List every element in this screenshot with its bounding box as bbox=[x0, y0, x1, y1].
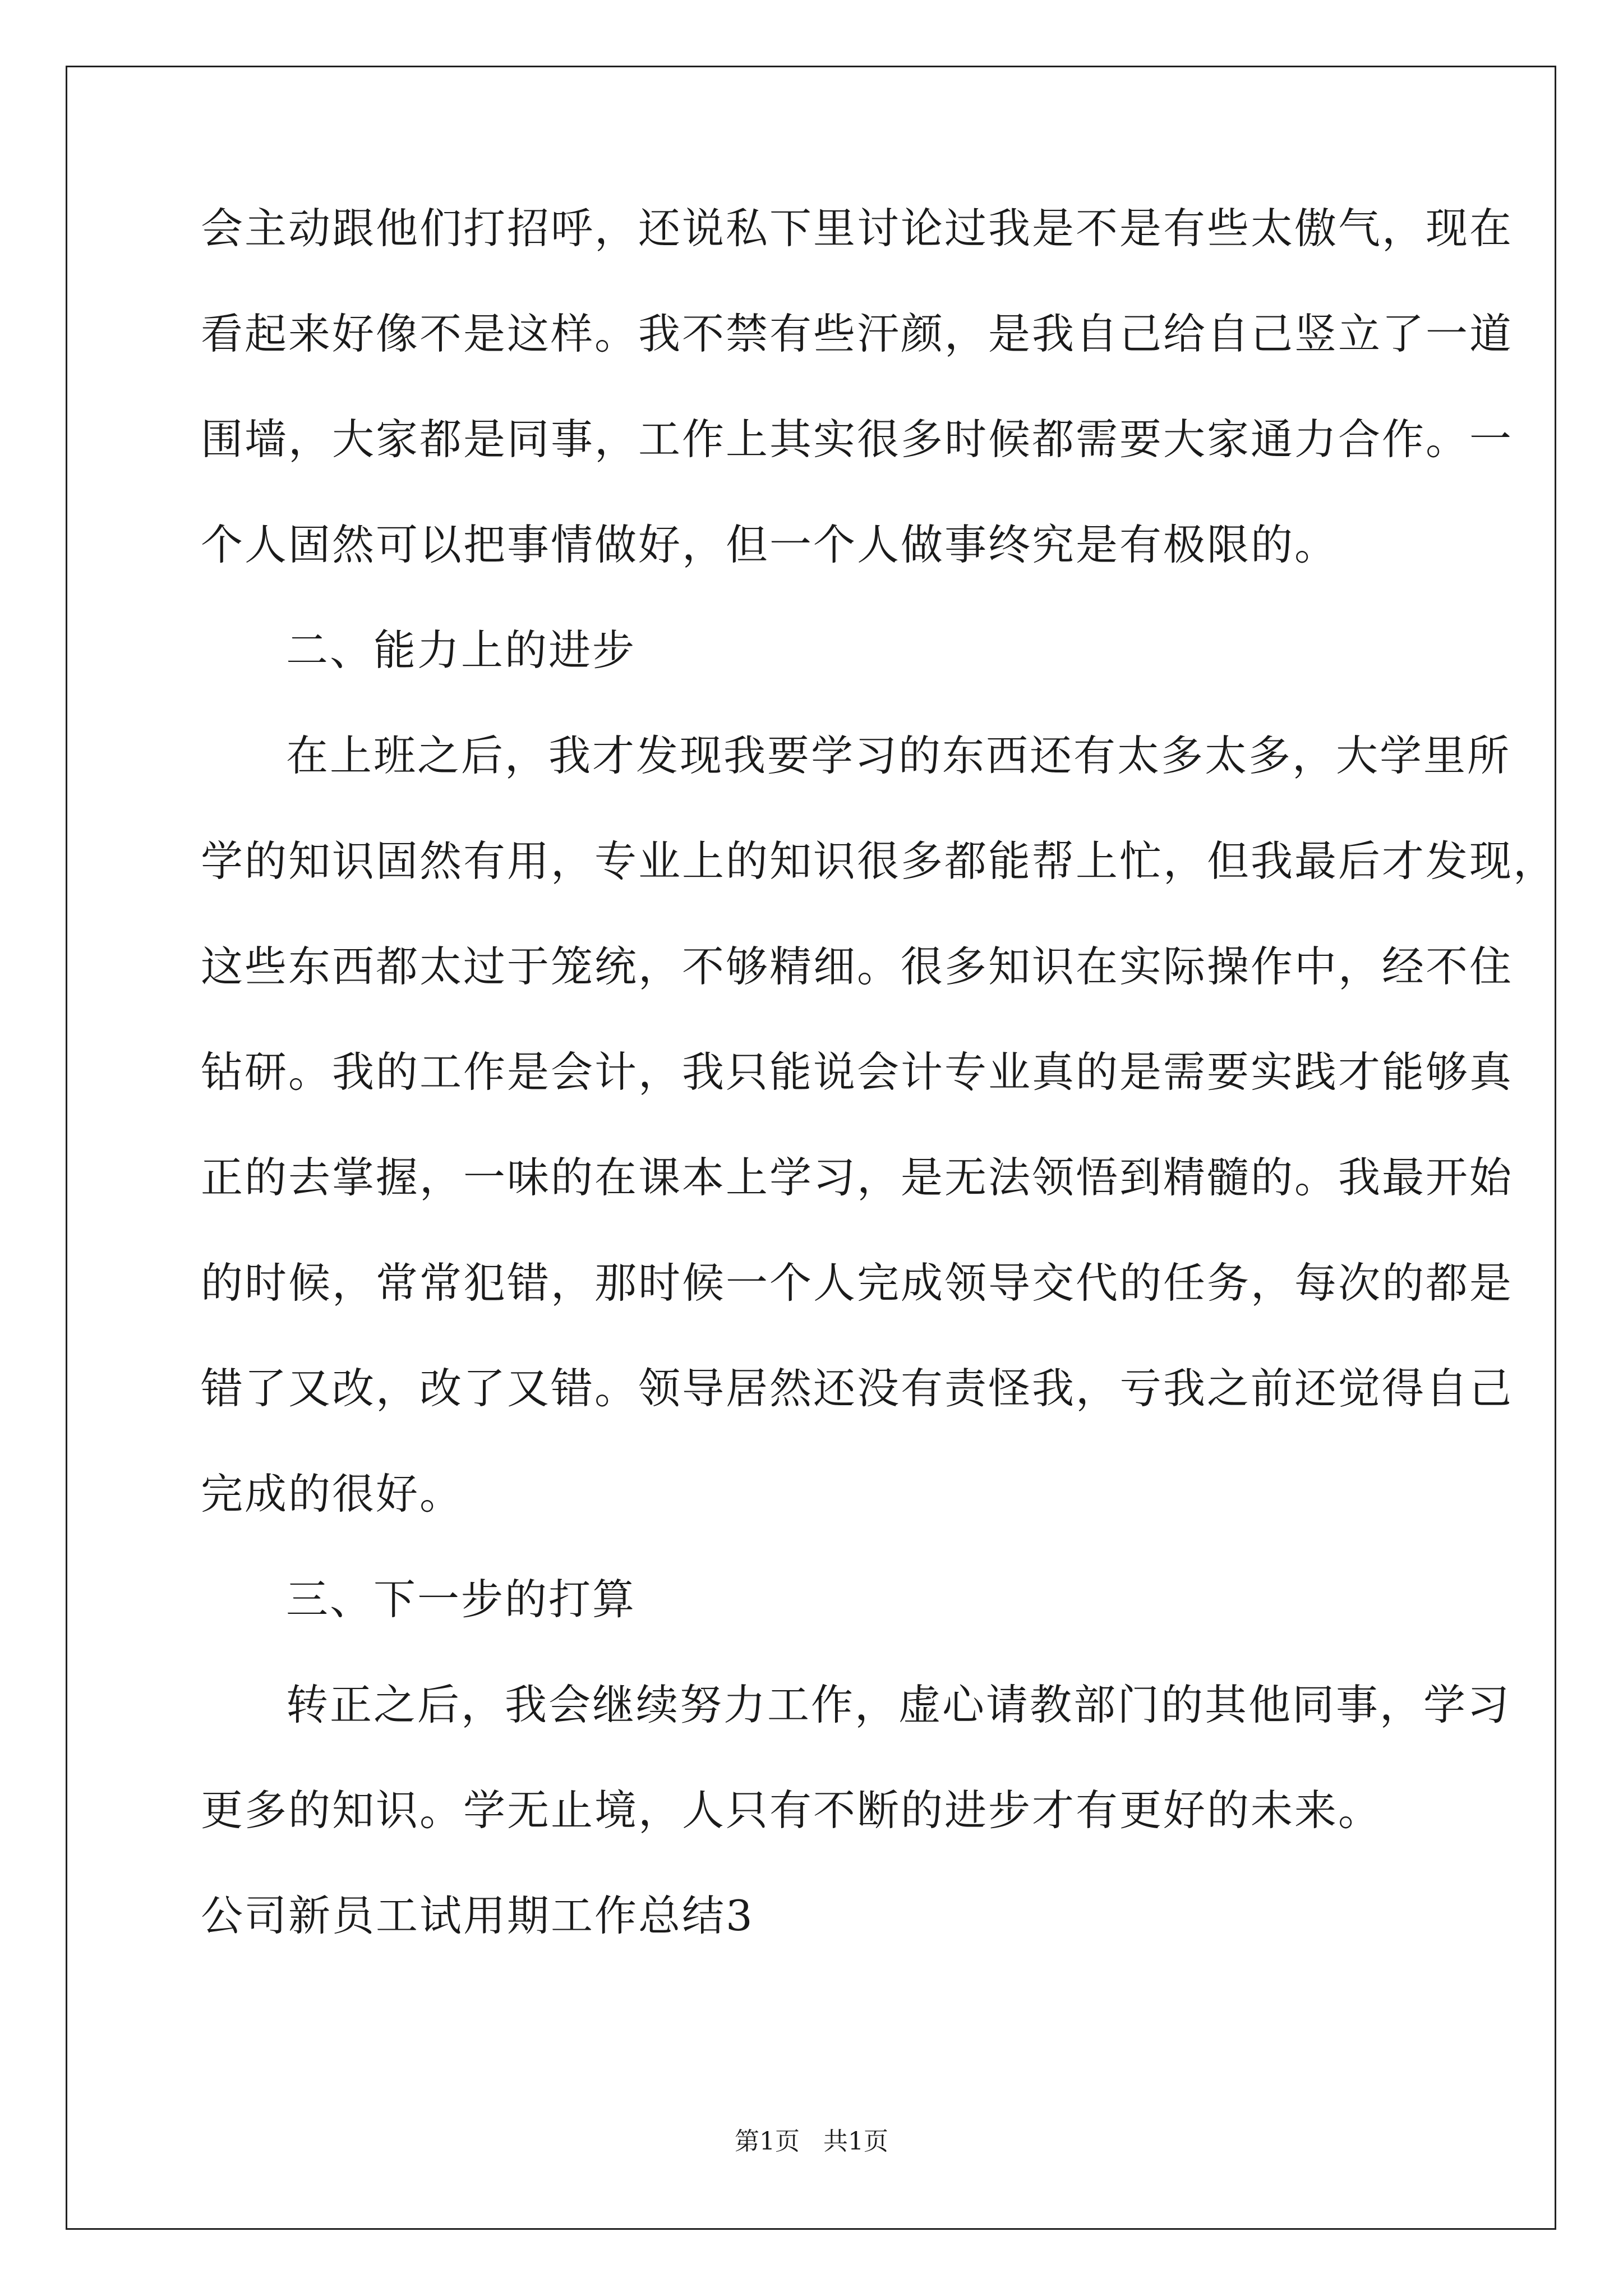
paragraph-line: 完成的很好。 bbox=[201, 1469, 464, 1519]
paragraph-line: 围墙，大家都是同事，工作上其实很多时候都需要大家通力合作。一 bbox=[201, 415, 1514, 464]
paragraph-line: 的时候，常常犯错，那时候一个人完成领导交代的任务，每次的都是 bbox=[201, 1258, 1514, 1308]
section-heading: 三、下一步的打算 bbox=[286, 1575, 637, 1624]
paragraph-line: 会主动跟他们打招呼，还说私下里讨论过我是不是有些太傲气，现在 bbox=[201, 204, 1514, 253]
section-heading: 二、能力上的进步 bbox=[286, 625, 637, 675]
paragraph-line: 正的去掌握，一味的在课本上学习，是无法领悟到精髓的。我最开始 bbox=[201, 1153, 1514, 1202]
document-title: 公司新员工试用期工作总结3 bbox=[201, 1891, 754, 1940]
paragraph-line: 钻研。我的工作是会计，我只能说会计专业真的是需要实践才能够真 bbox=[201, 1047, 1514, 1097]
paragraph-line: 看起来好像不是这样。我不禁有些汗颜，是我自己给自己竖立了一道 bbox=[201, 309, 1514, 358]
paragraph-line: 错了又改，改了又错。领导居然还没有责怪我，亏我之前还觉得自己 bbox=[201, 1364, 1514, 1413]
paragraph-line: 学的知识固然有用，专业上的知识很多都能帮上忙，但我最后才发现， bbox=[201, 836, 1557, 886]
page-footer: 第1页 共1页 bbox=[735, 2127, 888, 2156]
paragraph-line: 在上班之后，我才发现我要学习的东西还有太多太多，大学里所 bbox=[286, 731, 1511, 780]
paragraph-line: 更多的知识。学无止境，人只有不断的进步才有更好的未来。 bbox=[201, 1786, 1382, 1835]
paragraph-line: 转正之后，我会继续努力工作，虚心请教部门的其他同事，学习 bbox=[286, 1680, 1511, 1729]
paragraph-line: 个人固然可以把事情做好，但一个人做事终究是有极限的。 bbox=[201, 520, 1339, 569]
paragraph-line: 这些东西都太过于笼统，不够精细。很多知识在实际操作中，经不住 bbox=[201, 942, 1514, 991]
